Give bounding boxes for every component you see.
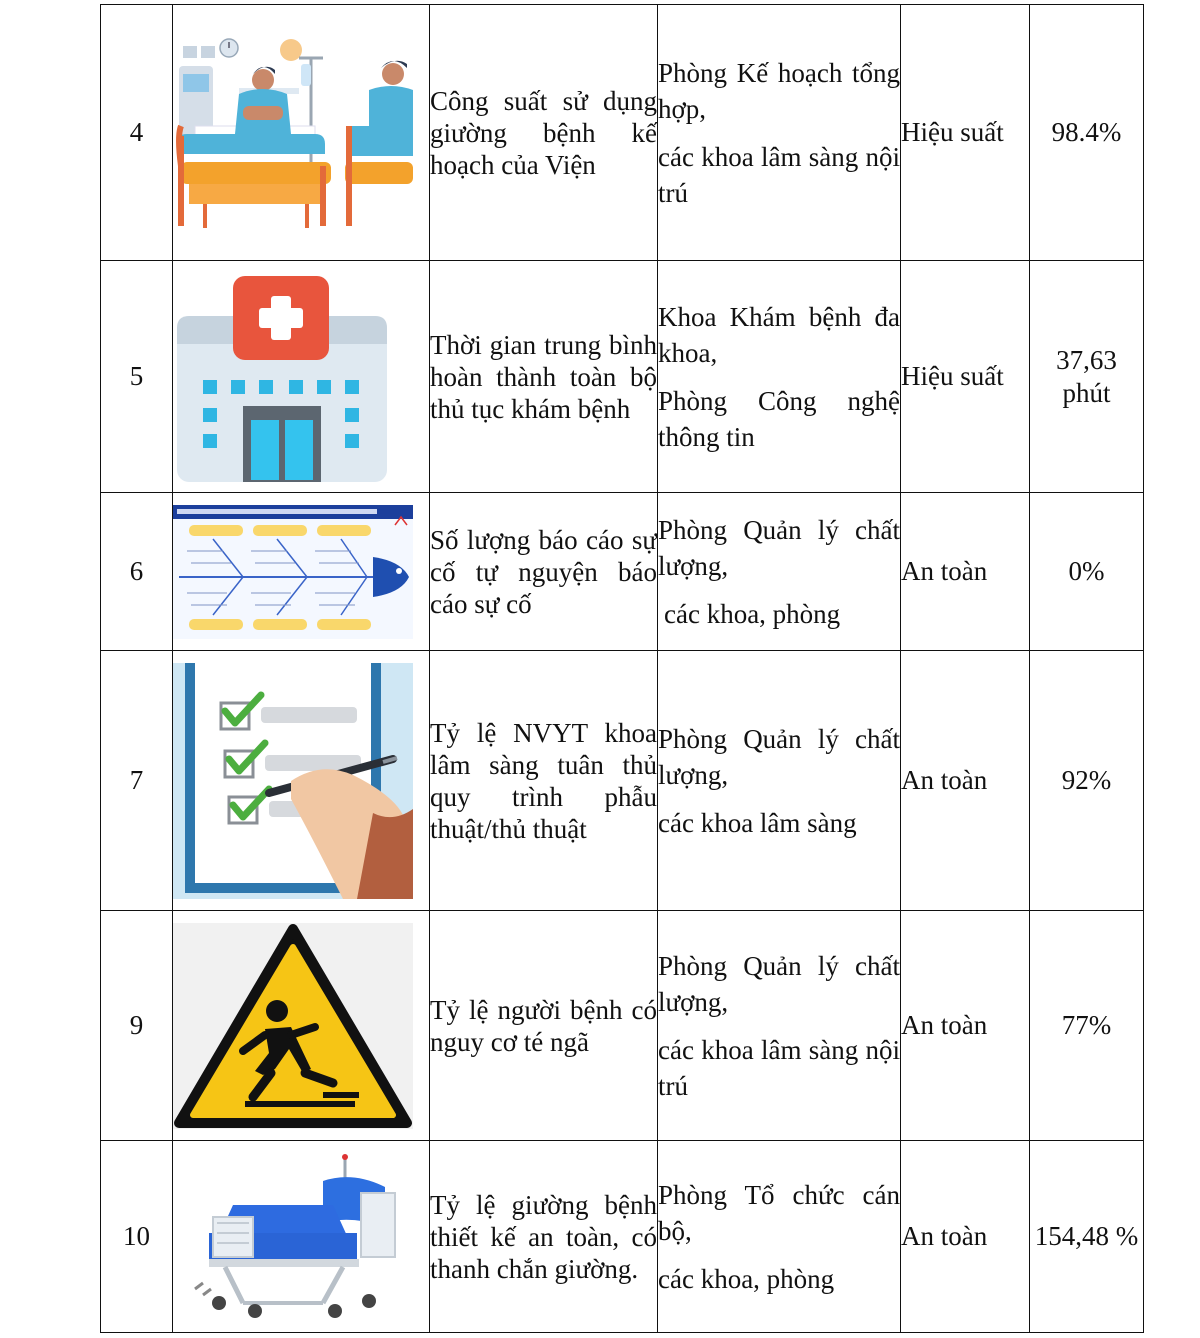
row-number: 4 (101, 5, 173, 261)
indicator-type: An toàn (901, 651, 1030, 911)
department-line: các khoa, phòng (664, 598, 841, 629)
indicator-type: Hiệu suất (901, 261, 1030, 493)
table-row (101, 5, 1144, 261)
indicator-text: Tỷ lệ giường bệnh thiết kế an toàn, có thanh chắn giường. (430, 1141, 658, 1333)
responsible-departments (658, 1141, 901, 1333)
indicator-text: Công suất sử dụng giường bệnh kế hoạch của Viện (430, 5, 658, 261)
department-line: các khoa lâm sàng nội trú (658, 141, 900, 208)
table-row (101, 1141, 1144, 1333)
responsible-departments (658, 493, 901, 651)
hospital-ward-patients-icon (173, 16, 413, 250)
department-line: Phòng Quản lý chất lượng, (658, 950, 900, 1017)
indicator-text: Tỷ lệ NVYT khoa lâm sàng tuân thủ quy trình phẫu thuật/thủ thuật (430, 651, 658, 911)
indicator-text: Thời gian trung bình hoàn thành toàn bộ thủ tục khám bệnh (430, 261, 658, 493)
responsible-departments (658, 5, 901, 261)
slip-fall-warning-icon (173, 923, 413, 1129)
indicator-value: 154,48 % (1030, 1141, 1144, 1333)
department-line: Phòng Quản lý chất lượng, (658, 723, 900, 790)
indicator-type: An toàn (901, 1141, 1030, 1333)
department-line: các khoa, phòng (658, 1263, 835, 1294)
indicator-value: 0% (1030, 493, 1144, 651)
responsible-departments (658, 911, 901, 1141)
row-number: 7 (101, 651, 173, 911)
department-line: Phòng Kế hoạch tổng hợp, (658, 57, 900, 124)
indicator-value: 98.4% (1030, 5, 1144, 261)
responsible-departments (658, 651, 901, 911)
indicators-table (100, 4, 1144, 1333)
row-number: 5 (101, 261, 173, 493)
indicator-value: 77% (1030, 911, 1144, 1141)
department-line: các khoa lâm sàng nội trú (658, 1034, 900, 1101)
indicator-text: Tỷ lệ người bệnh có nguy cơ té ngã (430, 911, 658, 1141)
checklist-clipboard-icon (173, 663, 413, 899)
row-number: 9 (101, 911, 173, 1141)
department-line: Khoa Khám bệnh đa khoa, (658, 301, 900, 368)
indicator-type: Hiệu suất (901, 5, 1030, 261)
table-row (101, 911, 1144, 1141)
responsible-departments (658, 261, 901, 493)
department-line: Phòng Công nghệ thông tin (658, 385, 900, 452)
department-line: các khoa lâm sàng (658, 807, 857, 838)
hospital-bed-icon (173, 1153, 413, 1321)
table-row (101, 651, 1144, 911)
table-row (101, 493, 1144, 651)
fishbone-diagram-icon (173, 505, 413, 639)
department-line: Phòng Tổ chức cán bộ, (658, 1179, 900, 1246)
indicator-type: An toàn (901, 911, 1030, 1141)
row-number: 10 (101, 1141, 173, 1333)
row-number: 6 (101, 493, 173, 651)
indicator-value: 37,63 phút (1030, 261, 1144, 493)
indicator-type: An toàn (901, 493, 1030, 651)
indicator-value: 92% (1030, 651, 1144, 911)
department-line: Phòng Quản lý chất lượng, (658, 514, 900, 581)
hospital-building-icon (173, 272, 413, 482)
table-row (101, 261, 1144, 493)
indicator-text: Số lượng báo cáo sự cố tự nguyện báo cáo sự cố (430, 493, 658, 651)
